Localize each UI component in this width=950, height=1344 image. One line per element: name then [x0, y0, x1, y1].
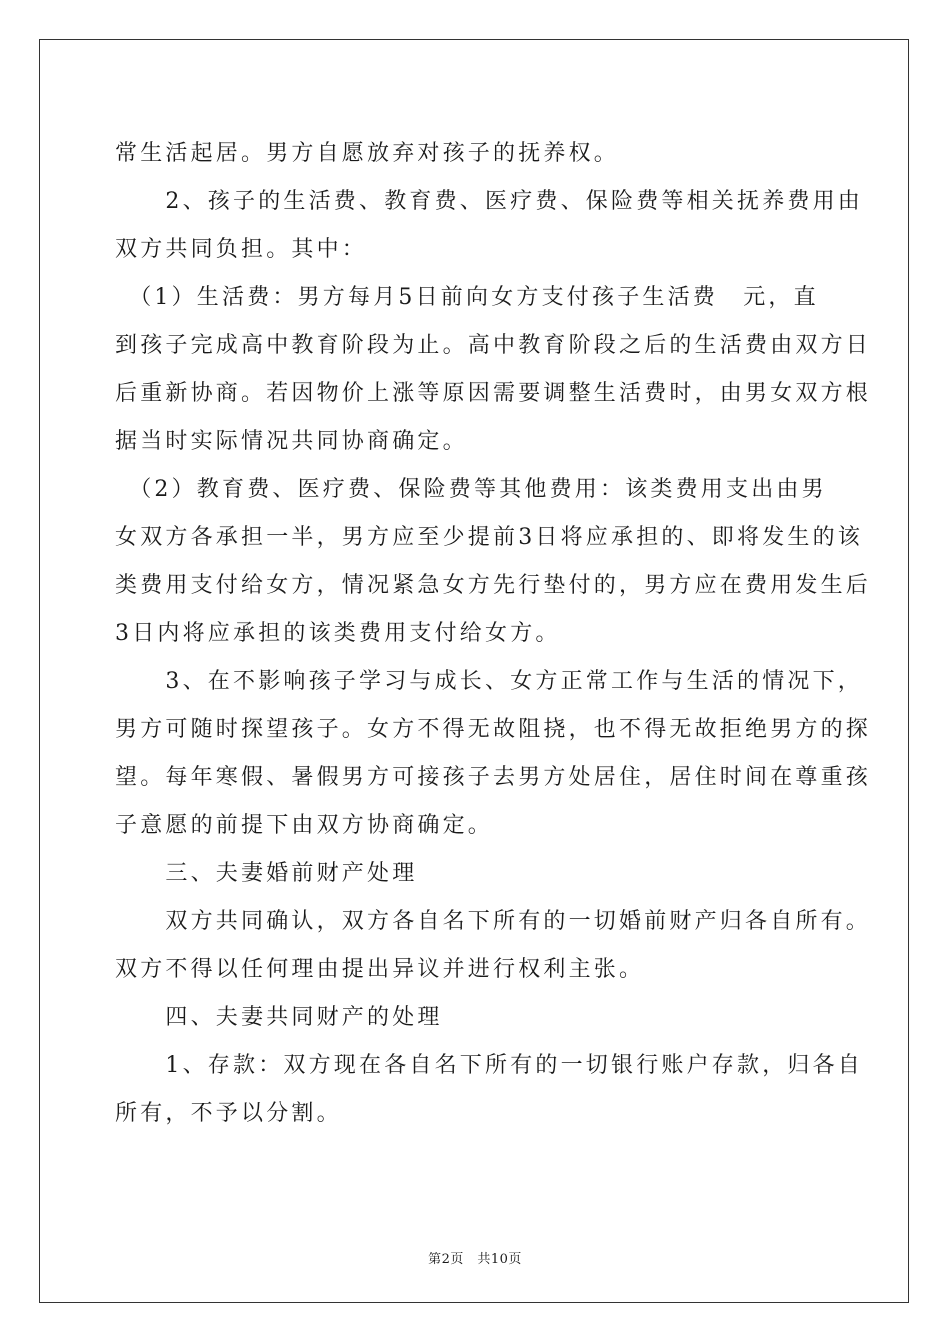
text-line: 望。每年寒假、暑假男方可接孩子去男方处居住，居住时间在尊重孩 — [115, 765, 872, 790]
text-line: 2、孩子的生活费、教育费、医疗费、保险费等相关抚养费用由 — [115, 189, 863, 214]
text-line: 女双方各承担一半，男方应至少提前3日将应承担的、即将发生的该 — [115, 525, 863, 550]
text-line: 1、存款：双方现在各自名下所有的一切银行账户存款，归各自 — [115, 1053, 863, 1078]
text-line: （1）生活费：男方每月5日前向女方支付孩子生活费 元，直 — [115, 285, 819, 310]
section-heading: 三、夫妻婚前财产处理 — [115, 861, 418, 886]
section-heading: 四、夫妻共同财产的处理 — [115, 1005, 443, 1030]
text-line: 常生活起居。男方自愿放弃对孩子的抚养权。 — [115, 141, 620, 166]
text-line: 3日内将应承担的该类费用支付给女方。 — [115, 621, 561, 646]
page-number-footer: 第2页 共10页 — [428, 1252, 522, 1267]
text-line: 双方不得以任何理由提出异议并进行权利主张。 — [115, 957, 645, 982]
text-line: 类费用支付给女方，情况紧急女方先行垫付的，男方应在费用发生后 — [115, 573, 872, 598]
text-line: 双方共同确认，双方各自名下所有的一切婚前财产归各自所有。 — [115, 909, 872, 934]
text-line: 3、在不影响孩子学习与成长、女方正常工作与生活的情况下， — [115, 669, 863, 694]
text-line: （2）教育费、医疗费、保险费等其他费用：该类费用支出由男 — [115, 477, 827, 502]
text-line: 双方共同负担。其中： — [115, 237, 368, 262]
text-line: 到孩子完成高中教育阶段为止。高中教育阶段之后的生活费由双方日 — [115, 333, 872, 358]
text-line: 男方可随时探望孩子。女方不得无故阻挠，也不得无故拒绝男方的探 — [115, 717, 872, 742]
text-line: 子意愿的前提下由双方协商确定。 — [115, 813, 494, 838]
text-line: 据当时实际情况共同协商确定。 — [115, 429, 468, 454]
document-body — [115, 130, 872, 1138]
text-line: 所有，不予以分割。 — [115, 1101, 342, 1126]
text-line: 后重新协商。若因物价上涨等原因需要调整生活费时，由男女双方根 — [115, 381, 872, 406]
